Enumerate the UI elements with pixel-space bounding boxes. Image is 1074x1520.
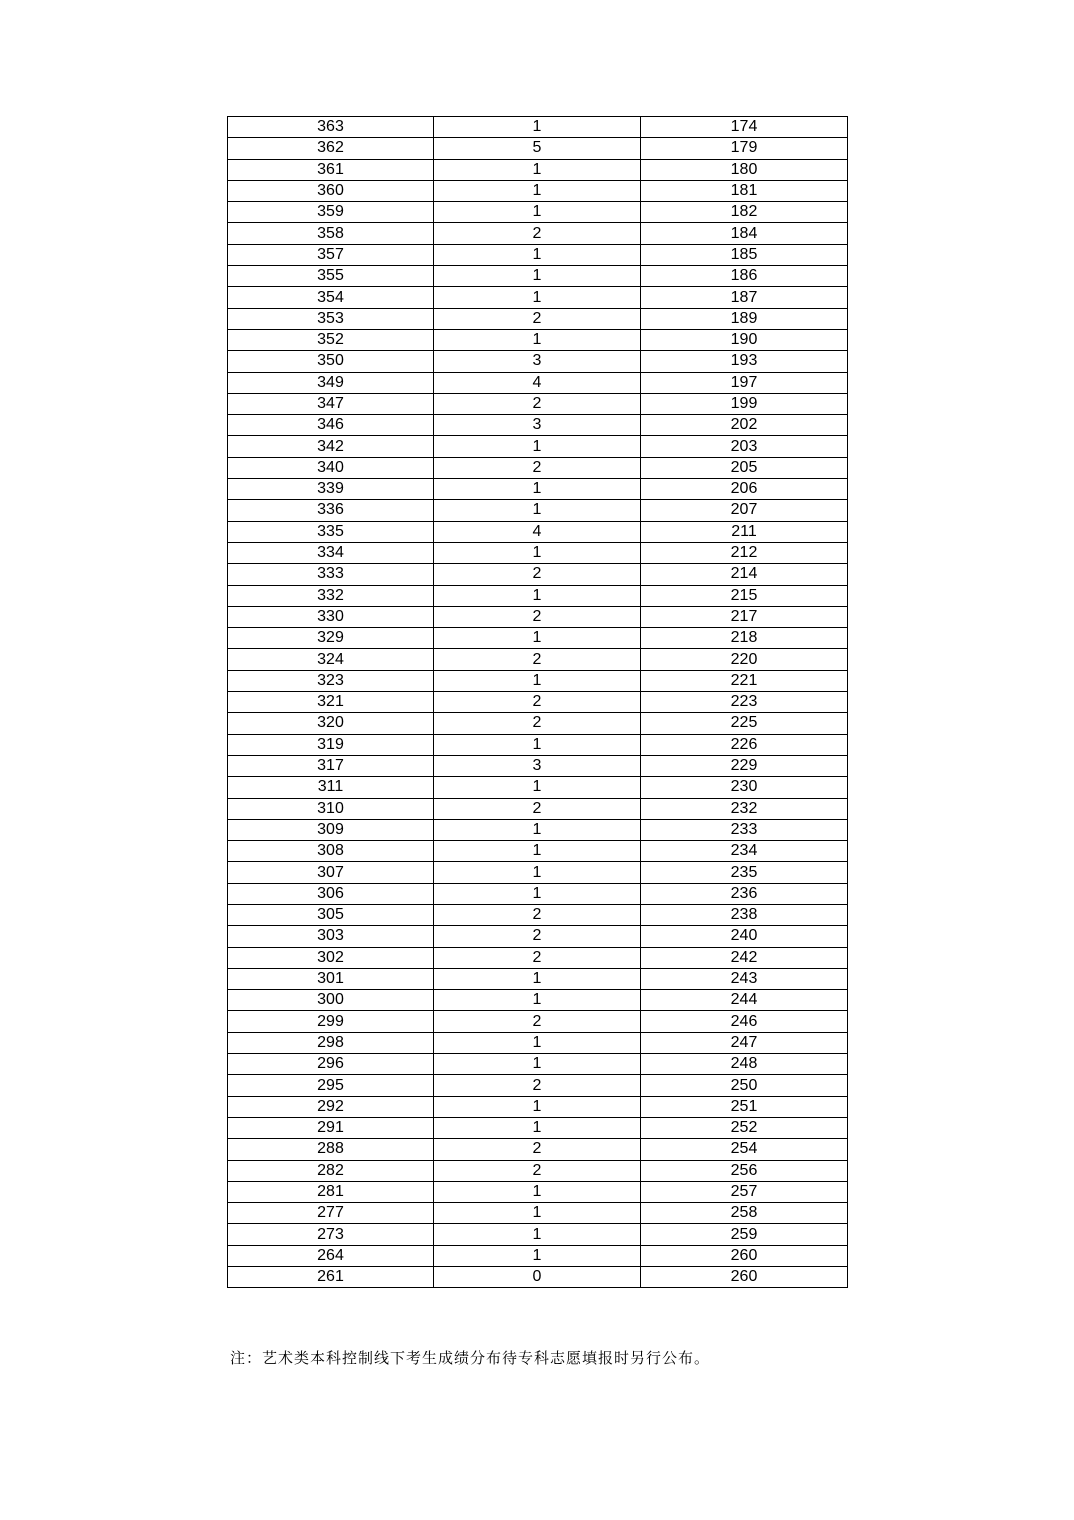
score-cell: 305 xyxy=(228,904,434,925)
count-cell: 2 xyxy=(434,223,641,244)
table-row xyxy=(228,628,848,649)
score-cell: 320 xyxy=(228,713,434,734)
table-row xyxy=(228,798,848,819)
count-cell: 3 xyxy=(434,351,641,372)
cumulative-cell: 256 xyxy=(641,1160,848,1181)
count-cell: 5 xyxy=(434,138,641,159)
table-row xyxy=(228,1075,848,1096)
cumulative-cell: 246 xyxy=(641,1011,848,1032)
table-row xyxy=(228,841,848,862)
cumulative-cell: 223 xyxy=(641,692,848,713)
score-cell: 334 xyxy=(228,542,434,563)
score-cell: 282 xyxy=(228,1160,434,1181)
count-cell: 1 xyxy=(434,585,641,606)
count-cell: 2 xyxy=(434,393,641,414)
cumulative-cell: 202 xyxy=(641,415,848,436)
table-body xyxy=(228,117,848,1288)
score-cell: 309 xyxy=(228,819,434,840)
count-cell: 1 xyxy=(434,628,641,649)
count-cell: 2 xyxy=(434,692,641,713)
cumulative-cell: 207 xyxy=(641,500,848,521)
count-cell: 2 xyxy=(434,926,641,947)
table-row xyxy=(228,692,848,713)
table-row xyxy=(228,947,848,968)
table-row xyxy=(228,266,848,287)
table-row xyxy=(228,926,848,947)
score-cell: 333 xyxy=(228,564,434,585)
score-cell: 347 xyxy=(228,393,434,414)
cumulative-cell: 260 xyxy=(641,1267,848,1288)
cumulative-cell: 186 xyxy=(641,266,848,287)
count-cell: 1 xyxy=(434,1032,641,1053)
score-cell: 292 xyxy=(228,1096,434,1117)
score-cell: 346 xyxy=(228,415,434,436)
count-cell: 1 xyxy=(434,266,641,287)
cumulative-cell: 259 xyxy=(641,1224,848,1245)
count-cell: 1 xyxy=(434,883,641,904)
count-cell: 1 xyxy=(434,990,641,1011)
count-cell: 2 xyxy=(434,1075,641,1096)
cumulative-cell: 225 xyxy=(641,713,848,734)
cumulative-cell: 258 xyxy=(641,1203,848,1224)
score-cell: 303 xyxy=(228,926,434,947)
count-cell: 1 xyxy=(434,117,641,138)
cumulative-cell: 203 xyxy=(641,436,848,457)
table-row xyxy=(228,138,848,159)
table-row xyxy=(228,883,848,904)
table-row xyxy=(228,457,848,478)
table-row xyxy=(228,159,848,180)
score-cell: 329 xyxy=(228,628,434,649)
count-cell: 2 xyxy=(434,606,641,627)
cumulative-cell: 217 xyxy=(641,606,848,627)
table-row xyxy=(228,1203,848,1224)
score-cell: 354 xyxy=(228,287,434,308)
count-cell: 1 xyxy=(434,734,641,755)
count-cell: 2 xyxy=(434,649,641,670)
score-cell: 332 xyxy=(228,585,434,606)
cumulative-cell: 212 xyxy=(641,542,848,563)
score-cell: 350 xyxy=(228,351,434,372)
cumulative-cell: 221 xyxy=(641,670,848,691)
score-cell: 273 xyxy=(228,1224,434,1245)
footnote: 注：艺术类本科控制线下考生成绩分布待专科志愿填报时另行公布。 xyxy=(230,1349,711,1367)
cumulative-cell: 232 xyxy=(641,798,848,819)
count-cell: 2 xyxy=(434,1011,641,1032)
table-row xyxy=(228,990,848,1011)
count-cell: 4 xyxy=(434,372,641,393)
count-cell: 1 xyxy=(434,1203,641,1224)
table-row xyxy=(228,244,848,265)
cumulative-cell: 254 xyxy=(641,1139,848,1160)
score-cell: 323 xyxy=(228,670,434,691)
count-cell: 1 xyxy=(434,1245,641,1266)
cumulative-cell: 247 xyxy=(641,1032,848,1053)
score-cell: 317 xyxy=(228,755,434,776)
cumulative-cell: 226 xyxy=(641,734,848,755)
cumulative-cell: 184 xyxy=(641,223,848,244)
table-row xyxy=(228,1181,848,1202)
count-cell: 3 xyxy=(434,755,641,776)
cumulative-cell: 233 xyxy=(641,819,848,840)
count-cell: 2 xyxy=(434,947,641,968)
count-cell: 2 xyxy=(434,457,641,478)
score-cell: 358 xyxy=(228,223,434,244)
cumulative-cell: 211 xyxy=(641,521,848,542)
cumulative-cell: 220 xyxy=(641,649,848,670)
score-cell: 361 xyxy=(228,159,434,180)
cumulative-cell: 260 xyxy=(641,1245,848,1266)
count-cell: 1 xyxy=(434,159,641,180)
score-cell: 362 xyxy=(228,138,434,159)
table-row xyxy=(228,351,848,372)
cumulative-cell: 182 xyxy=(641,202,848,223)
score-cell: 363 xyxy=(228,117,434,138)
table-row xyxy=(228,1267,848,1288)
table-row xyxy=(228,606,848,627)
table-row xyxy=(228,287,848,308)
count-cell: 1 xyxy=(434,244,641,265)
count-cell: 0 xyxy=(434,1267,641,1288)
score-cell: 311 xyxy=(228,777,434,798)
score-cell: 306 xyxy=(228,883,434,904)
table-row xyxy=(228,862,848,883)
count-cell: 1 xyxy=(434,1117,641,1138)
score-cell: 342 xyxy=(228,436,434,457)
count-cell: 1 xyxy=(434,968,641,989)
cumulative-cell: 248 xyxy=(641,1054,848,1075)
cumulative-cell: 251 xyxy=(641,1096,848,1117)
cumulative-cell: 189 xyxy=(641,308,848,329)
score-cell: 307 xyxy=(228,862,434,883)
score-cell: 340 xyxy=(228,457,434,478)
score-cell: 353 xyxy=(228,308,434,329)
table-row xyxy=(228,1117,848,1138)
cumulative-cell: 238 xyxy=(641,904,848,925)
cumulative-cell: 197 xyxy=(641,372,848,393)
score-cell: 357 xyxy=(228,244,434,265)
score-distribution-table xyxy=(227,116,848,1288)
score-cell: 277 xyxy=(228,1203,434,1224)
table-row xyxy=(228,223,848,244)
count-cell: 1 xyxy=(434,1181,641,1202)
count-cell: 1 xyxy=(434,670,641,691)
score-cell: 349 xyxy=(228,372,434,393)
table-row xyxy=(228,1160,848,1181)
cumulative-cell: 187 xyxy=(641,287,848,308)
table-row xyxy=(228,777,848,798)
cumulative-cell: 229 xyxy=(641,755,848,776)
cumulative-cell: 179 xyxy=(641,138,848,159)
score-cell: 261 xyxy=(228,1267,434,1288)
count-cell: 1 xyxy=(434,287,641,308)
score-cell: 336 xyxy=(228,500,434,521)
count-cell: 4 xyxy=(434,521,641,542)
count-cell: 1 xyxy=(434,180,641,201)
count-cell: 2 xyxy=(434,1160,641,1181)
cumulative-cell: 205 xyxy=(641,457,848,478)
table-row xyxy=(228,415,848,436)
table-row xyxy=(228,670,848,691)
table-row xyxy=(228,968,848,989)
cumulative-cell: 244 xyxy=(641,990,848,1011)
score-cell: 335 xyxy=(228,521,434,542)
count-cell: 2 xyxy=(434,904,641,925)
cumulative-cell: 214 xyxy=(641,564,848,585)
table-row xyxy=(228,521,848,542)
count-cell: 1 xyxy=(434,841,641,862)
table-row xyxy=(228,755,848,776)
cumulative-cell: 235 xyxy=(641,862,848,883)
score-cell: 324 xyxy=(228,649,434,670)
count-cell: 1 xyxy=(434,1054,641,1075)
score-cell: 288 xyxy=(228,1139,434,1160)
table-row xyxy=(228,1139,848,1160)
table-row xyxy=(228,649,848,670)
table-row xyxy=(228,713,848,734)
cumulative-cell: 243 xyxy=(641,968,848,989)
cumulative-cell: 236 xyxy=(641,883,848,904)
table-row xyxy=(228,436,848,457)
score-cell: 352 xyxy=(228,329,434,350)
cumulative-cell: 215 xyxy=(641,585,848,606)
score-cell: 359 xyxy=(228,202,434,223)
count-cell: 1 xyxy=(434,819,641,840)
cumulative-cell: 181 xyxy=(641,180,848,201)
cumulative-cell: 199 xyxy=(641,393,848,414)
score-cell: 296 xyxy=(228,1054,434,1075)
table-row xyxy=(228,1245,848,1266)
table-row xyxy=(228,904,848,925)
count-cell: 2 xyxy=(434,798,641,819)
score-cell: 355 xyxy=(228,266,434,287)
table-row xyxy=(228,479,848,500)
score-cell: 301 xyxy=(228,968,434,989)
cumulative-cell: 234 xyxy=(641,841,848,862)
table-row xyxy=(228,1096,848,1117)
table-row xyxy=(228,1054,848,1075)
count-cell: 2 xyxy=(434,713,641,734)
count-cell: 1 xyxy=(434,436,641,457)
table-row xyxy=(228,1032,848,1053)
score-cell: 308 xyxy=(228,841,434,862)
score-cell: 330 xyxy=(228,606,434,627)
cumulative-cell: 240 xyxy=(641,926,848,947)
count-cell: 1 xyxy=(434,1224,641,1245)
table-row xyxy=(228,500,848,521)
cumulative-cell: 174 xyxy=(641,117,848,138)
count-cell: 1 xyxy=(434,500,641,521)
count-cell: 1 xyxy=(434,542,641,563)
count-cell: 2 xyxy=(434,564,641,585)
score-cell: 339 xyxy=(228,479,434,500)
score-cell: 299 xyxy=(228,1011,434,1032)
score-cell: 295 xyxy=(228,1075,434,1096)
table-row xyxy=(228,564,848,585)
table-row xyxy=(228,734,848,755)
cumulative-cell: 190 xyxy=(641,329,848,350)
score-cell: 300 xyxy=(228,990,434,1011)
cumulative-cell: 218 xyxy=(641,628,848,649)
count-cell: 1 xyxy=(434,202,641,223)
count-cell: 1 xyxy=(434,479,641,500)
table-row xyxy=(228,585,848,606)
cumulative-cell: 185 xyxy=(641,244,848,265)
table-row xyxy=(228,329,848,350)
score-cell: 302 xyxy=(228,947,434,968)
count-cell: 1 xyxy=(434,862,641,883)
score-cell: 281 xyxy=(228,1181,434,1202)
count-cell: 1 xyxy=(434,777,641,798)
table-row xyxy=(228,393,848,414)
cumulative-cell: 230 xyxy=(641,777,848,798)
table-row xyxy=(228,117,848,138)
score-cell: 360 xyxy=(228,180,434,201)
table-row xyxy=(228,1011,848,1032)
table-row xyxy=(228,308,848,329)
cumulative-cell: 257 xyxy=(641,1181,848,1202)
cumulative-cell: 242 xyxy=(641,947,848,968)
table-row xyxy=(228,202,848,223)
cumulative-cell: 250 xyxy=(641,1075,848,1096)
cumulative-cell: 252 xyxy=(641,1117,848,1138)
count-cell: 3 xyxy=(434,415,641,436)
table-row xyxy=(228,180,848,201)
count-cell: 2 xyxy=(434,308,641,329)
score-cell: 310 xyxy=(228,798,434,819)
score-cell: 291 xyxy=(228,1117,434,1138)
table-row xyxy=(228,819,848,840)
score-cell: 319 xyxy=(228,734,434,755)
count-cell: 1 xyxy=(434,1096,641,1117)
table-row xyxy=(228,1224,848,1245)
cumulative-cell: 206 xyxy=(641,479,848,500)
cumulative-cell: 193 xyxy=(641,351,848,372)
score-cell: 298 xyxy=(228,1032,434,1053)
score-cell: 264 xyxy=(228,1245,434,1266)
count-cell: 2 xyxy=(434,1139,641,1160)
cumulative-cell: 180 xyxy=(641,159,848,180)
table-row xyxy=(228,372,848,393)
score-cell: 321 xyxy=(228,692,434,713)
count-cell: 1 xyxy=(434,329,641,350)
table-row xyxy=(228,542,848,563)
